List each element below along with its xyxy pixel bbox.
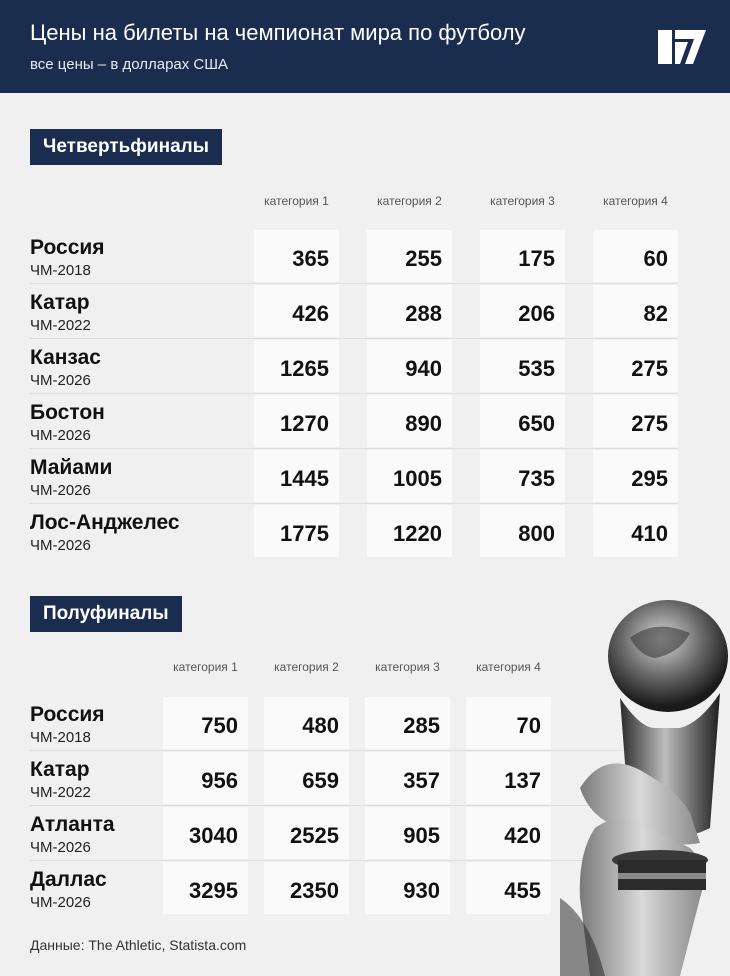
price-cell: 288 (367, 285, 452, 337)
row-divider (30, 448, 678, 449)
price-cell: 1775 (254, 505, 339, 557)
price-cell: 1270 (254, 395, 339, 447)
header (0, 0, 730, 93)
price-cell: 410 (593, 505, 678, 557)
price-cell: 82 (593, 285, 678, 337)
column-header: категория 1 (173, 660, 238, 674)
price-cell: 1005 (367, 450, 452, 502)
price-cell: 2350 (264, 862, 349, 914)
source-note: Данные: The Athletic, Statista.com (30, 937, 247, 953)
row-name: Россия (30, 236, 105, 259)
price-cell: 3295 (163, 862, 248, 914)
table-row (0, 450, 730, 502)
price-cell: 275 (593, 395, 678, 447)
price-cell: 175 (480, 230, 565, 282)
price-cell: 956 (163, 752, 248, 804)
price-cell: 3040 (163, 807, 248, 859)
row-name: Атланта (30, 813, 115, 836)
price-cell: 455 (466, 862, 551, 914)
price-cell: 357 (365, 752, 450, 804)
column-header: категория 2 (377, 194, 442, 208)
row-divider (30, 393, 678, 394)
row-name: Катар (30, 758, 90, 781)
column-header: категория 4 (603, 194, 668, 208)
table-row (0, 285, 730, 337)
row-name: Даллас (30, 868, 107, 891)
page-subtitle: все цены – в долларах США (30, 56, 229, 73)
row-divider (30, 503, 678, 504)
row-name: Катар (30, 291, 90, 314)
price-cell: 426 (254, 285, 339, 337)
price-cell: 295 (593, 450, 678, 502)
row-tournament: ЧМ-2026 (30, 894, 91, 911)
column-header: категория 2 (274, 660, 339, 674)
price-cell: 930 (365, 862, 450, 914)
price-cell: 1445 (254, 450, 339, 502)
table-row (0, 340, 730, 392)
row-name: Канзас (30, 346, 101, 369)
price-cell: 535 (480, 340, 565, 392)
row-name: Россия (30, 703, 105, 726)
row-tournament: ЧМ-2022 (30, 784, 91, 801)
row-tournament: ЧМ-2026 (30, 537, 91, 554)
price-cell: 70 (466, 697, 551, 749)
row-tournament: ЧМ-2026 (30, 839, 91, 856)
price-cell: 365 (254, 230, 339, 282)
row-tournament: ЧМ-2022 (30, 317, 91, 334)
price-cell: 285 (365, 697, 450, 749)
price-cell: 750 (163, 697, 248, 749)
price-cell: 420 (466, 807, 551, 859)
column-header: категория 4 (476, 660, 541, 674)
price-cell: 735 (480, 450, 565, 502)
table-row (0, 230, 730, 282)
page-title: Цены на билеты на чемпионат мира по футболу (30, 20, 526, 45)
row-tournament: ЧМ-2018 (30, 729, 91, 746)
price-cell: 480 (264, 697, 349, 749)
row-name: Лос-Анджелес (30, 511, 180, 534)
price-cell: 255 (367, 230, 452, 282)
price-cell: 2525 (264, 807, 349, 859)
row-tournament: ЧМ-2026 (30, 372, 91, 389)
price-cell: 905 (365, 807, 450, 859)
section-title: Четвертьфиналы (30, 129, 222, 165)
column-header: категория 1 (264, 194, 329, 208)
price-cell: 650 (480, 395, 565, 447)
column-header: категория 3 (375, 660, 440, 674)
column-header: категория 3 (490, 194, 555, 208)
price-cell: 940 (367, 340, 452, 392)
price-cell: 1220 (367, 505, 452, 557)
table-row (0, 395, 730, 447)
price-cell: 206 (480, 285, 565, 337)
price-cell: 60 (593, 230, 678, 282)
price-cell: 890 (367, 395, 452, 447)
row-tournament: ЧМ-2026 (30, 482, 91, 499)
row-name: Майами (30, 456, 113, 479)
world-cup-trophy-icon (560, 598, 730, 976)
section-title: Полуфиналы (30, 596, 182, 632)
row-divider (30, 338, 678, 339)
row-tournament: ЧМ-2026 (30, 427, 91, 444)
table-row (0, 505, 730, 557)
row-tournament: ЧМ-2018 (30, 262, 91, 279)
price-cell: 137 (466, 752, 551, 804)
price-cell: 1265 (254, 340, 339, 392)
row-name: Бостон (30, 401, 105, 424)
price-cell: 275 (593, 340, 678, 392)
row-divider (30, 283, 678, 284)
price-cell: 800 (480, 505, 565, 557)
price-cell: 659 (264, 752, 349, 804)
brand-logo-icon (658, 30, 706, 64)
